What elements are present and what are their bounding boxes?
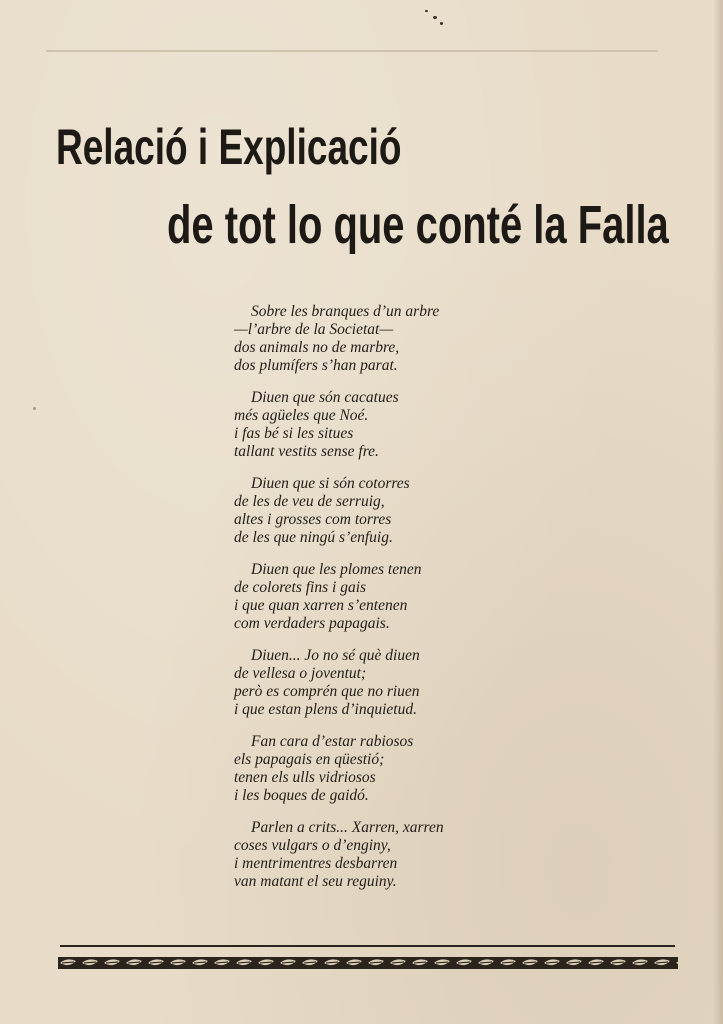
poem-line: els papagais en qüestió; — [234, 751, 385, 768]
ink-speck — [440, 22, 443, 25]
ink-speck — [433, 16, 437, 19]
poem-line: coses vulgars o d’enginy, — [234, 837, 391, 854]
poem-line: —l’arbre de la Societat— — [234, 321, 394, 338]
poem-line: Diuen... Jo no sé què diuen — [251, 647, 420, 664]
poem-line: i les boques de gaidó. — [234, 787, 369, 804]
poem-line: com verdaders papagais. — [234, 615, 390, 632]
stanza — [234, 733, 534, 805]
stanza — [234, 389, 534, 461]
ink-speck — [425, 10, 428, 12]
stanza — [234, 561, 534, 633]
poem-line: tallant vestits sense fre. — [234, 443, 379, 460]
poem-line: Diuen que les plomes tenen — [251, 561, 422, 578]
ink-speck — [33, 407, 36, 410]
title-line-1: Relació i Explicació — [56, 119, 402, 175]
poem-line: Diuen que si són cotorres — [251, 475, 410, 492]
stanza — [234, 303, 534, 375]
poem-line: dos animals no de marbre, — [234, 339, 400, 356]
poem-line: i que quan xarren s’entenen — [234, 597, 408, 614]
poem-line: Sobre les branques d’un arbre — [251, 303, 440, 320]
poem-line: de les de veu de serruig, — [234, 493, 385, 510]
bottom-rule — [60, 945, 675, 947]
poem-line: Fan cara d’estar rabiosos — [251, 733, 414, 750]
poem-line: més agüeles que Noé. — [234, 407, 369, 424]
poem-line: van matant el seu reguiny. — [234, 873, 397, 890]
ornamental-border — [58, 955, 678, 971]
title-line-2: de tot lo que conté la Falla — [167, 195, 669, 255]
poem-line: i fas bé si les situes — [234, 425, 354, 442]
stanza — [234, 647, 534, 719]
stanza — [234, 819, 534, 891]
poem-line: Parlen a crits... Xarren, xarren — [251, 819, 444, 836]
stanza — [234, 475, 534, 547]
poem — [234, 303, 534, 905]
poem-line: però es comprén que no riuen — [234, 683, 420, 700]
poem-line: de vellesa o joventut; — [234, 665, 367, 682]
poem-line: de les que ningú s’enfuig. — [234, 529, 393, 546]
poem-line: dos plumífers s’han parat. — [234, 357, 398, 374]
top-rule — [46, 50, 658, 52]
poem-line: i mentrimentres desbarren — [234, 855, 398, 872]
poem-line: de colorets fins i gais — [234, 579, 367, 596]
poem-line: Diuen que són cacatues — [251, 389, 399, 406]
poem-line: tenen els ulls vidriosos — [234, 769, 376, 786]
poem-line: altes i grosses com torres — [234, 511, 392, 528]
poem-line: i que estan plens d’inquietud. — [234, 701, 417, 718]
page-edge-shadow — [713, 0, 723, 1024]
